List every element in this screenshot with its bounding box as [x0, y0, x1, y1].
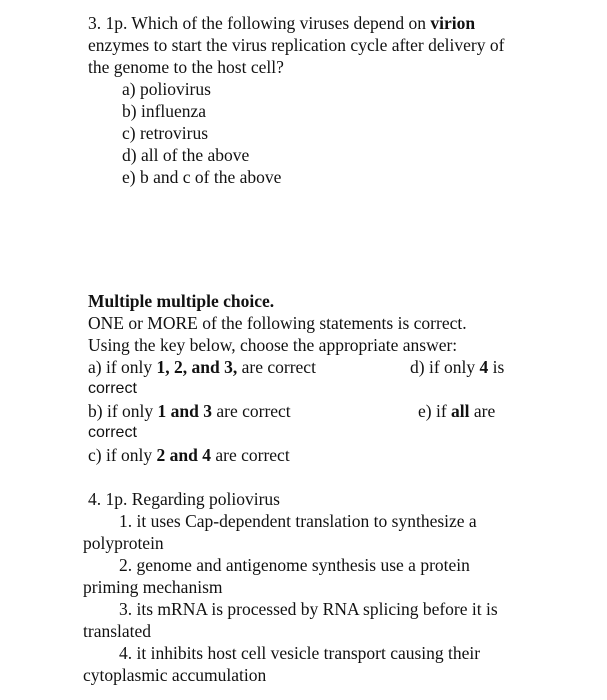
key-d: d) if only 4 is: [410, 357, 505, 377]
instructions-line-2: Using the key below, choose the appropriate answer:: [88, 335, 458, 355]
key-c: c) if only 2 and 4 are correct: [88, 445, 290, 465]
question-3-stem-bold: virion: [430, 13, 476, 33]
key-e: e) if all are: [418, 401, 496, 421]
question-3: [88, 12, 558, 188]
statement-2-line-2: priming mechanism: [83, 577, 223, 597]
option-b: b) influenza: [122, 101, 207, 121]
key-row-a-d: [88, 356, 528, 378]
statement-3-line-1: 3. its mRNA is processed by RNA splicing before it is: [119, 599, 498, 619]
statement-3-line-2: translated: [83, 621, 152, 641]
question-3-stem-line-3: the genome to the host cell?: [88, 57, 284, 77]
question-4-header: 4. 1p. Regarding poliovirus: [88, 489, 280, 509]
statement-2-line-1: 2. genome and antigenome synthesis use a protein: [119, 555, 470, 575]
statement-1-line-2: polyprotein: [83, 533, 164, 553]
option-d: d) all of the above: [122, 145, 250, 165]
option-a: a) poliovirus: [122, 79, 211, 99]
option-e: e) b and c of the above: [122, 167, 282, 187]
statement-4-line-2: cytoplasmic accumulation: [83, 665, 267, 685]
statement-1-line-1: 1. it uses Cap-dependent translation to synthesize a: [119, 511, 477, 531]
instructions-title: Multiple multiple choice.: [88, 291, 275, 311]
question-4: [83, 488, 553, 686]
key-b: b) if only 1 and 3 are correct: [88, 401, 291, 421]
key-a: a) if only 1, 2, and 3, are correct: [88, 357, 316, 377]
question-3-stem-line-2: enzymes to start the virus replication cycle after delivery of: [88, 35, 505, 55]
key-b-continuation: correct: [88, 424, 137, 441]
instructions-line-1: ONE or MORE of the following statements is correct.: [88, 313, 467, 333]
statement-4-line-1: 4. it inhibits host cell vesicle transport causing their: [119, 643, 481, 663]
option-c: c) retrovirus: [122, 123, 209, 143]
question-3-stem-line-1: [88, 12, 558, 34]
key-row-b-e: [88, 400, 528, 422]
question-3-options: [122, 78, 558, 188]
question-3-stem-text: 3. 1p. Which of the following viruses depend on: [88, 13, 431, 33]
key-a-continuation: correct: [88, 380, 137, 397]
instructions-block: [88, 290, 528, 466]
